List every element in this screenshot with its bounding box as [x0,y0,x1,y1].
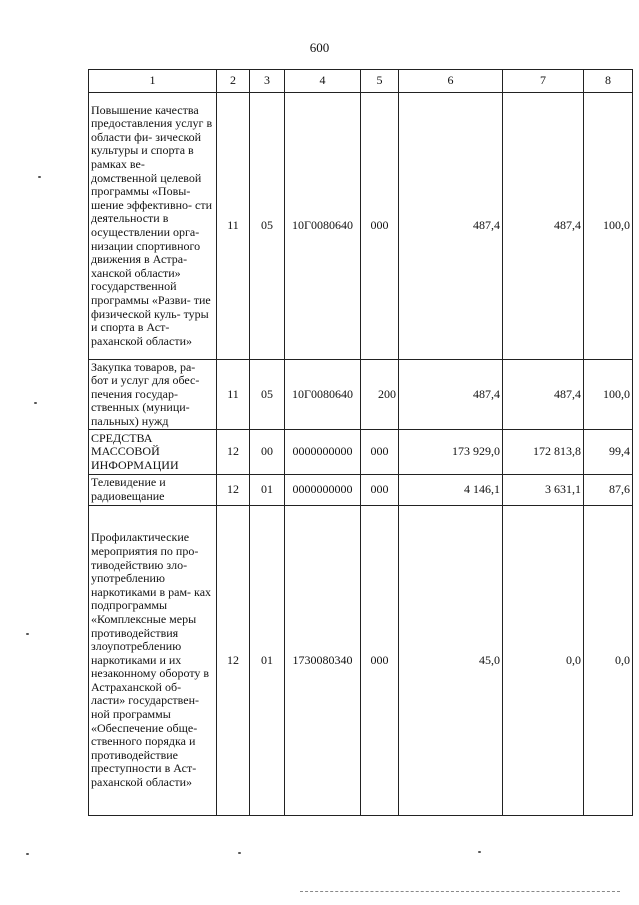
row-name-cell: СРЕДСТВА МАССОВОЙ ИНФОРМАЦИИ [89,430,217,475]
column-header: 1 [89,70,217,93]
section-cell: 12 [217,506,250,816]
scan-speck [478,851,481,853]
percent-cell: 100,0 [584,93,633,360]
column-header: 5 [361,70,399,93]
column-header: 3 [250,70,285,93]
row-name-cell: Закупка товаров, ра- бот и услуг для обес- печения государ- ственных (муници- пальных) нужд [89,360,217,430]
planned-amount-cell: 487,4 [399,93,503,360]
percent-cell: 100,0 [584,360,633,430]
budget-table [88,69,633,816]
expense-type-cell: 000 [361,93,399,360]
column-header: 6 [399,70,503,93]
expense-type-cell: 000 [361,430,399,475]
actual-amount-cell: 0,0 [503,506,584,816]
scan-speck [34,402,37,404]
planned-amount-cell: 45,0 [399,506,503,816]
subsection-cell: 00 [250,430,285,475]
target-article-cell: 0000000000 [285,430,361,475]
column-header: 7 [503,70,584,93]
scan-speck [38,176,41,178]
column-header: 2 [217,70,250,93]
subsection-cell: 01 [250,475,285,506]
column-header: 8 [584,70,633,93]
row-name-cell: Телевидение и радиовещание [89,475,217,506]
actual-amount-cell: 487,4 [503,93,584,360]
expense-type-cell: 000 [361,506,399,816]
section-cell: 12 [217,430,250,475]
scan-speck [26,633,29,635]
actual-amount-cell: 487,4 [503,360,584,430]
row-name-cell: Повышение качества предоставления услуг в области фи- зической культуры и спорта в рамках ве- домственной целевой программы «Повы- шение эффективно- сти деятельности в осуществлении орга- низации спортивного движения в Астра- ханской области» государственной программы «Разви- тие физической куль- туры и спорта в Аст- раханской области» [89,93,217,360]
table-row [89,506,633,816]
section-cell: 11 [217,360,250,430]
scan-speck [26,853,29,855]
percent-cell: 87,6 [584,475,633,506]
planned-amount-cell: 4 146,1 [399,475,503,506]
subsection-cell: 05 [250,93,285,360]
actual-amount-cell: 3 631,1 [503,475,584,506]
target-article-cell: 1730080340 [285,506,361,816]
table-row [89,93,633,360]
expense-type-cell: 200 [361,360,399,430]
scan-speck [238,852,241,854]
subsection-cell: 01 [250,506,285,816]
section-cell: 11 [217,93,250,360]
percent-cell: 0,0 [584,506,633,816]
target-article-cell: 10Г0080640 [285,360,361,430]
column-header: 4 [285,70,361,93]
target-article-cell: 10Г0080640 [285,93,361,360]
percent-cell: 99,4 [584,430,633,475]
subsection-cell: 05 [250,360,285,430]
planned-amount-cell: 173 929,0 [399,430,503,475]
planned-amount-cell: 487,4 [399,360,503,430]
table-header-row [89,70,633,93]
scan-edge-line [300,891,620,892]
table-row [89,475,633,506]
table-row [89,430,633,475]
actual-amount-cell: 172 813,8 [503,430,584,475]
expense-type-cell: 000 [361,475,399,506]
target-article-cell: 0000000000 [285,475,361,506]
row-name-cell: Профилактические мероприятия по про- тиводействию зло- употреблению наркотиками в рам- ках подпрограммы «Комплексные меры противодействия злоупотреблению наркотиками и их незаконному обороту в Астраханской об- ласти» государствен- ной программы «Обеспечение обще- ственного порядка и противодействие преступности в Аст- раханской области» [89,506,217,816]
page-number: 600 [309,40,330,55]
table-row [89,360,633,430]
section-cell: 12 [217,475,250,506]
